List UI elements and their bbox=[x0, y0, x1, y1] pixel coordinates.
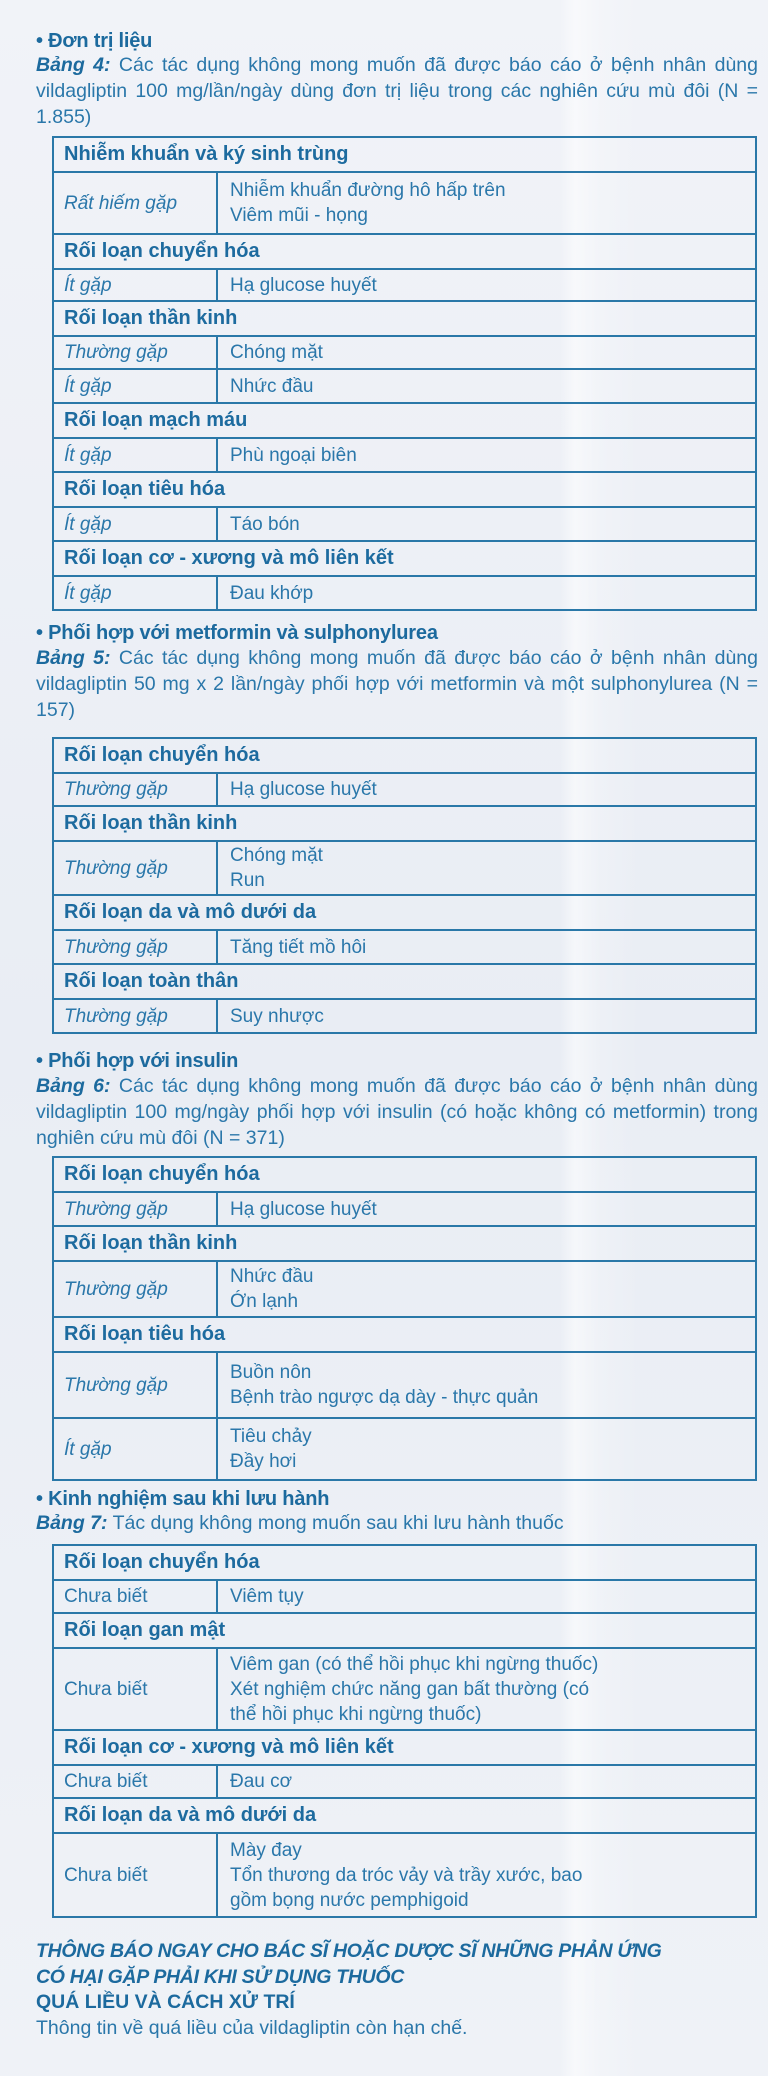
frequency-cell: Ít gặp bbox=[53, 576, 217, 610]
effects-cell bbox=[217, 1765, 756, 1798]
table-7-caption bbox=[36, 1510, 758, 1536]
table-row bbox=[53, 773, 756, 806]
effect-item: Mày đay bbox=[230, 1839, 302, 1861]
overdose-heading: QUÁ LIỀU VÀ CÁCH XỬ TRÍ bbox=[36, 1991, 295, 2013]
category-cell: Rối loạn toàn thân bbox=[53, 964, 756, 999]
table-category-row bbox=[53, 1613, 756, 1648]
frequency-cell: Ít gặp bbox=[53, 438, 217, 472]
table-category-row bbox=[53, 1226, 756, 1261]
effect-item: gồm bọng nước pemphigoid bbox=[230, 1889, 469, 1911]
effect-item: Ớn lạnh bbox=[230, 1291, 299, 1312]
effect-item: Táo bón bbox=[230, 513, 300, 535]
effect-item: Suy nhược bbox=[230, 1005, 324, 1027]
category-cell: Rối loạn chuyển hóa bbox=[53, 1157, 756, 1192]
table-4-caption-text: Các tác dụng không mong muốn đã được báo cáo ở bệnh nhân dùng vildagliptin 100 mg/lần/ngày dùng đơn trị liệu trong các nghiên cứu mù đôi (N = 1.855) bbox=[36, 54, 758, 128]
effect-item: Đau khớp bbox=[230, 582, 314, 604]
table-category-row bbox=[53, 1545, 756, 1580]
table-row bbox=[53, 930, 756, 964]
effects-cell bbox=[217, 1352, 756, 1418]
effect-item: Xét nghiệm chức năng gan bất thường (có bbox=[230, 1678, 590, 1700]
effect-item: Viêm tụy bbox=[230, 1586, 304, 1607]
effect-item: Nhiễm khuẩn đường hô hấp trên bbox=[230, 180, 506, 201]
effect-item: Tiêu chảy bbox=[230, 1426, 312, 1447]
table-category-row bbox=[53, 964, 756, 999]
effects-cell bbox=[217, 438, 756, 472]
effects-cell bbox=[217, 1418, 756, 1480]
table-row bbox=[53, 336, 756, 369]
category-cell: Rối loạn thần kinh bbox=[53, 1226, 756, 1261]
category-cell: Rối loạn thần kinh bbox=[53, 301, 756, 336]
effect-item: Hạ glucose huyết bbox=[230, 779, 377, 800]
effect-item: Nhức đầu bbox=[230, 375, 314, 397]
section-title-monotherapy: • Đơn trị liệu bbox=[36, 30, 153, 52]
category-cell: Rối loạn cơ - xương và mô liên kết bbox=[53, 541, 756, 576]
effects-cell bbox=[217, 773, 756, 806]
effects-cell bbox=[217, 930, 756, 964]
effects-cell bbox=[217, 1580, 756, 1613]
frequency-cell: Thường gặp bbox=[53, 1261, 217, 1317]
overdose-text: Thông tin về quá liều của vildagliptin còn hạn chế. bbox=[36, 2017, 468, 2039]
section-title-post-marketing: • Kinh nghiệm sau khi lưu hành bbox=[36, 1488, 330, 1510]
category-cell: Rối loạn chuyển hóa bbox=[53, 738, 756, 773]
table-row bbox=[53, 1648, 756, 1730]
table-row bbox=[53, 507, 756, 541]
category-cell: Rối loạn da và mô dưới da bbox=[53, 895, 756, 930]
table-row bbox=[53, 999, 756, 1033]
frequency-cell: Chưa biết bbox=[53, 1833, 217, 1917]
effects-cell bbox=[217, 369, 756, 403]
effect-item: Đau cơ bbox=[230, 1771, 293, 1792]
effect-item: Chóng mặt bbox=[230, 342, 323, 363]
warning-notice-line-2: CÓ HẠI GẶP PHẢI KHI SỬ DỤNG THUỐC bbox=[36, 1966, 405, 1988]
frequency-cell: Thường gặp bbox=[53, 999, 217, 1033]
table-row bbox=[53, 1418, 756, 1480]
effect-item: Run bbox=[230, 870, 265, 891]
frequency-cell: Thường gặp bbox=[53, 930, 217, 964]
effect-item: Tổn thương da tróc vảy và trầy xước, bao bbox=[230, 1864, 583, 1886]
table-row bbox=[53, 1261, 756, 1317]
effects-cell bbox=[217, 269, 756, 301]
category-cell: Nhiễm khuẩn và ký sinh trùng bbox=[53, 137, 756, 172]
table-5 bbox=[52, 737, 757, 1034]
table-row bbox=[53, 369, 756, 403]
table-5-caption bbox=[36, 645, 758, 723]
category-cell: Rối loạn cơ - xương và mô liên kết bbox=[53, 1730, 756, 1765]
table-row bbox=[53, 1580, 756, 1613]
table-4 bbox=[52, 136, 757, 611]
table-5-caption-text: Các tác dụng không mong muốn đã được báo cáo ở bệnh nhân dùng vildagliptin 50 mg x 2 lần/ngày phối hợp với metformin và một sulphonylurea (N = 157) bbox=[36, 647, 758, 721]
effect-item: Buồn nôn bbox=[230, 1362, 312, 1383]
effect-item: Hạ glucose huyết bbox=[230, 274, 377, 296]
section-title-metformin-sulphonylurea: • Phối hợp với metformin và sulphonylurea bbox=[36, 622, 438, 644]
effect-item: Tăng tiết mồ hôi bbox=[230, 936, 367, 958]
table-category-row bbox=[53, 301, 756, 336]
effects-cell bbox=[217, 999, 756, 1033]
table-category-row bbox=[53, 895, 756, 930]
frequency-cell: Rất hiếm gặp bbox=[53, 172, 217, 234]
category-cell: Rối loạn mạch máu bbox=[53, 403, 756, 438]
frequency-cell: Ít gặp bbox=[53, 369, 217, 403]
table-row bbox=[53, 1833, 756, 1917]
warning-notice-line-1: THÔNG BÁO NGAY CHO BÁC SĨ HOẶC DƯỢC SĨ NHỮNG PHẢN ỨNG bbox=[36, 1940, 662, 1962]
effects-cell bbox=[217, 172, 756, 234]
table-4-label: Bảng 4: bbox=[36, 54, 111, 76]
effects-cell bbox=[217, 841, 756, 895]
frequency-cell: Chưa biết bbox=[53, 1580, 217, 1613]
category-cell: Rối loạn tiêu hóa bbox=[53, 472, 756, 507]
table-category-row bbox=[53, 234, 756, 269]
table-row bbox=[53, 1765, 756, 1798]
frequency-cell: Ít gặp bbox=[53, 1418, 217, 1480]
effect-item: Viêm mũi - họng bbox=[230, 205, 368, 226]
table-5-label: Bảng 5: bbox=[36, 647, 111, 669]
table-row bbox=[53, 1352, 756, 1418]
frequency-cell: Chưa biết bbox=[53, 1648, 217, 1730]
category-cell: Rối loạn chuyển hóa bbox=[53, 234, 756, 269]
table-category-row bbox=[53, 1317, 756, 1352]
effect-item: thể hồi phục khi ngừng thuốc) bbox=[230, 1703, 482, 1725]
category-cell: Rối loạn thần kinh bbox=[53, 806, 756, 841]
category-cell: Rối loạn chuyển hóa bbox=[53, 1545, 756, 1580]
effect-item: Hạ glucose huyết bbox=[230, 1198, 377, 1220]
effects-cell bbox=[217, 576, 756, 610]
effect-item: Bệnh trào ngược dạ dày - thực quản bbox=[230, 1387, 539, 1408]
frequency-cell: Ít gặp bbox=[53, 507, 217, 541]
effects-cell bbox=[217, 336, 756, 369]
table-row bbox=[53, 841, 756, 895]
frequency-cell: Thường gặp bbox=[53, 1192, 217, 1226]
frequency-cell: Thường gặp bbox=[53, 336, 217, 369]
table-category-row bbox=[53, 1798, 756, 1833]
section-title-insulin: • Phối hợp với insulin bbox=[36, 1050, 239, 1072]
effect-item: Nhức đầu bbox=[230, 1266, 314, 1287]
frequency-cell: Thường gặp bbox=[53, 1352, 217, 1418]
effect-item: Đầy hơi bbox=[230, 1451, 297, 1472]
frequency-cell: Chưa biết bbox=[53, 1765, 217, 1798]
effects-cell bbox=[217, 1833, 756, 1917]
frequency-cell: Thường gặp bbox=[53, 773, 217, 806]
table-row bbox=[53, 172, 756, 234]
effects-cell bbox=[217, 1192, 756, 1226]
category-cell: Rối loạn gan mật bbox=[53, 1613, 756, 1648]
table-6-caption bbox=[36, 1073, 758, 1151]
table-4-caption bbox=[36, 52, 758, 130]
table-7 bbox=[52, 1544, 757, 1918]
effects-cell bbox=[217, 1261, 756, 1317]
table-category-row bbox=[53, 1157, 756, 1192]
effect-item: Phù ngoại biên bbox=[230, 444, 357, 466]
effect-item: Viêm gan (có thể hồi phục khi ngừng thuốc) bbox=[230, 1653, 599, 1675]
table-category-row bbox=[53, 137, 756, 172]
table-6-caption-text: Các tác dụng không mong muốn đã được báo cáo ở bệnh nhân dùng vildagliptin 100 mg/ngày phối hợp với insulin (có hoặc không có metformin) trong nghiên cứu mù đôi (N = 371) bbox=[36, 1075, 758, 1149]
category-cell: Rối loạn da và mô dưới da bbox=[53, 1798, 756, 1833]
table-category-row bbox=[53, 806, 756, 841]
frequency-cell: Ít gặp bbox=[53, 269, 217, 301]
table-row bbox=[53, 269, 756, 301]
table-category-row bbox=[53, 541, 756, 576]
table-7-caption-text: Tác dụng không mong muốn sau khi lưu hành thuốc bbox=[107, 1512, 564, 1534]
effects-cell bbox=[217, 507, 756, 541]
table-7-label: Bảng 7: bbox=[36, 1512, 108, 1534]
table-category-row bbox=[53, 738, 756, 773]
table-category-row bbox=[53, 472, 756, 507]
table-6-label: Bảng 6: bbox=[36, 1075, 111, 1097]
table-row bbox=[53, 1192, 756, 1226]
table-category-row bbox=[53, 403, 756, 438]
category-cell: Rối loạn tiêu hóa bbox=[53, 1317, 756, 1352]
effects-cell bbox=[217, 1648, 756, 1730]
effect-item: Chóng mặt bbox=[230, 845, 323, 866]
frequency-cell: Thường gặp bbox=[53, 841, 217, 895]
table-row bbox=[53, 438, 756, 472]
table-category-row bbox=[53, 1730, 756, 1765]
table-row bbox=[53, 576, 756, 610]
table-6 bbox=[52, 1156, 757, 1481]
